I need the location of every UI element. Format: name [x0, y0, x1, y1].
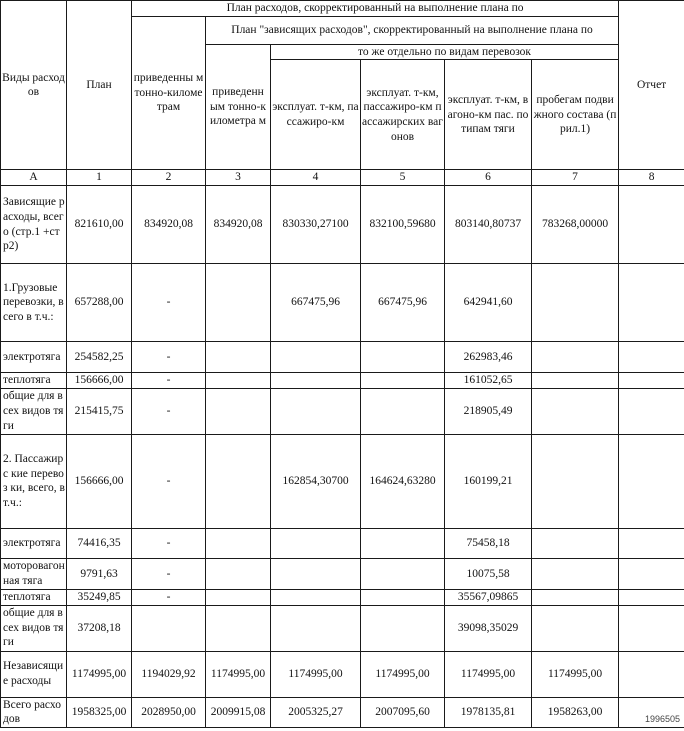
table-cell: 1174995,00 [67, 651, 132, 697]
index-cell: 2 [132, 170, 206, 186]
row-label: общие для всех видов тяги [1, 605, 67, 651]
header-dep-reduced-ton-km: приведенн ым тонно-километра м [206, 44, 271, 170]
table-cell [619, 388, 684, 434]
row-label: теплотяга [1, 373, 67, 389]
table-cell [206, 264, 271, 342]
row-label: 1.Грузовые перевозки, всего в т.ч.: [1, 264, 67, 342]
table-cell [361, 558, 445, 589]
table-cell [532, 605, 619, 651]
header-operational-ton-km: эксплуат. т-км, пассажиро-км [271, 60, 361, 170]
table-row [1, 186, 684, 264]
table-cell: 832100,59680 [361, 186, 445, 264]
table-cell: 1174995,00 [271, 651, 361, 697]
table-cell: 1978135,81 [445, 697, 532, 727]
table-cell: 39098,35029 [445, 605, 532, 651]
table-cell: 35249,85 [67, 589, 132, 605]
table-cell [532, 264, 619, 342]
header-group-top: План расходов, скорректированный на выполнение плана по [132, 1, 619, 17]
index-cell: 4 [271, 170, 361, 186]
table-cell: 834920,08 [132, 186, 206, 264]
header-rolling-stock-runs: пробегам подвижного состава (прил.1) [532, 60, 619, 170]
table-cell [532, 589, 619, 605]
table-cell: 821610,00 [67, 186, 132, 264]
header-types-of-expenses: Виды расходов [1, 1, 67, 170]
document-stamp-number: 1996505 [644, 714, 680, 724]
table-cell [132, 605, 206, 651]
row-label: Всего расходов [1, 697, 67, 727]
table-cell: - [132, 528, 206, 558]
table-cell [206, 528, 271, 558]
table-cell [271, 558, 361, 589]
table-cell [532, 388, 619, 434]
table-cell [206, 388, 271, 434]
table-cell [271, 388, 361, 434]
index-cell: 1 [67, 170, 132, 186]
table-cell [271, 342, 361, 373]
table-cell: 2007095,60 [361, 697, 445, 727]
table-cell: 164624,63280 [361, 434, 445, 528]
table-cell: 75458,18 [445, 528, 532, 558]
table-cell: 10075,58 [445, 558, 532, 589]
table-cell: 2028950,00 [132, 697, 206, 727]
table-cell: - [132, 589, 206, 605]
table-cell: 218905,49 [445, 388, 532, 434]
table-cell [271, 528, 361, 558]
table-cell [271, 373, 361, 389]
row-label: электротяга [1, 342, 67, 373]
index-cell: 7 [532, 170, 619, 186]
row-label: 2. Пассажирс кие перевоз ки, всего, в т.ч.: [1, 434, 67, 528]
table-cell [619, 651, 684, 697]
table-cell [532, 373, 619, 389]
table-cell: - [132, 558, 206, 589]
table-cell [271, 605, 361, 651]
table-cell: - [132, 264, 206, 342]
table-row [1, 558, 684, 589]
header-group-dependent: План "зависящих расходов", скорректированный на выполнение плана по [206, 16, 619, 44]
table-cell: 262983,46 [445, 342, 532, 373]
table-cell: 74416,35 [67, 528, 132, 558]
index-cell: А [1, 170, 67, 186]
header-reduced-ton-km: приведенны м тонно-километрам [132, 16, 206, 170]
table-cell [532, 342, 619, 373]
table-cell: 803140,80737 [445, 186, 532, 264]
table-cell [619, 373, 684, 389]
table-cell: 1194029,92 [132, 651, 206, 697]
table-cell [206, 342, 271, 373]
header-report: Отчет [619, 1, 684, 170]
table-cell [206, 558, 271, 589]
table-cell: 9791,63 [67, 558, 132, 589]
table-cell: 642941,60 [445, 264, 532, 342]
table-cell [619, 342, 684, 373]
table-cell: 161052,65 [445, 373, 532, 389]
table-cell [361, 605, 445, 651]
table-cell [206, 605, 271, 651]
row-label: электротяга [1, 528, 67, 558]
table-row [1, 264, 684, 342]
table-cell: 156666,00 [67, 373, 132, 389]
table-cell [206, 434, 271, 528]
table-cell: 37208,18 [67, 605, 132, 651]
table-cell: 667475,96 [271, 264, 361, 342]
table-cell [532, 528, 619, 558]
table-cell [361, 528, 445, 558]
index-cell: 3 [206, 170, 271, 186]
table-cell: - [132, 373, 206, 389]
table-cell: 830330,27100 [271, 186, 361, 264]
header-passenger-wagons: эксплуат. т-км, пассажиро-км пассажирских вагонов [361, 60, 445, 170]
table-cell: 156666,00 [67, 434, 132, 528]
table-cell: - [132, 388, 206, 434]
table-cell: 1174995,00 [445, 651, 532, 697]
table-cell: - [132, 342, 206, 373]
index-row [1, 170, 684, 186]
row-label: Независящие расходы [1, 651, 67, 697]
table-cell [361, 388, 445, 434]
table-cell: 35567,09865 [445, 589, 532, 605]
table-row [1, 373, 684, 389]
row-label: Зависящие расходы, всего (стр.1 +стр2) [1, 186, 67, 264]
table-row [1, 528, 684, 558]
table-cell: 667475,96 [361, 264, 445, 342]
table-cell: - [132, 434, 206, 528]
index-cell: 6 [445, 170, 532, 186]
table-cell: 783268,00000 [532, 186, 619, 264]
table-cell [619, 558, 684, 589]
table-cell: 215415,75 [67, 388, 132, 434]
row-label: теплотяга [1, 589, 67, 605]
header-group-separate: то же отдельно по видам перевозок [271, 44, 619, 60]
table-cell: 1174995,00 [532, 651, 619, 697]
table-cell: 2005325,27 [271, 697, 361, 727]
table-row [1, 605, 684, 651]
table-cell: 160199,21 [445, 434, 532, 528]
table-cell: 657288,00 [67, 264, 132, 342]
table-row [1, 342, 684, 373]
row-label: моторовагонная тяга [1, 558, 67, 589]
table-cell: 1958325,00 [67, 697, 132, 727]
table-cell [619, 264, 684, 342]
header-plan: План [67, 1, 132, 170]
table-cell [619, 605, 684, 651]
table-cell [361, 342, 445, 373]
table-row [1, 651, 684, 697]
table-cell [271, 589, 361, 605]
table-cell [206, 373, 271, 389]
table-cell [361, 373, 445, 389]
table-row [1, 697, 684, 727]
table-cell: 1174995,00 [361, 651, 445, 697]
table-cell [361, 589, 445, 605]
row-label: общие для всех видов тяги [1, 388, 67, 434]
table-row [1, 388, 684, 434]
table-cell: 834920,08 [206, 186, 271, 264]
index-cell: 8 [619, 170, 684, 186]
table-cell: 254582,25 [67, 342, 132, 373]
table-row [1, 434, 684, 528]
table-cell: 162854,30700 [271, 434, 361, 528]
table-cell [206, 589, 271, 605]
table-cell [619, 434, 684, 528]
table-cell: 1174995,00 [206, 651, 271, 697]
table-cell [619, 589, 684, 605]
index-cell: 5 [361, 170, 445, 186]
table-cell [532, 558, 619, 589]
table-cell: 1958263,00 [532, 697, 619, 727]
table-cell [619, 528, 684, 558]
header-traction-types: эксплуат. т-км, вагоно-км пас. по типам тяги [445, 60, 532, 170]
table-row [1, 589, 684, 605]
table-cell: 2009915,08 [206, 697, 271, 727]
table-cell [532, 434, 619, 528]
table-cell [619, 186, 684, 264]
